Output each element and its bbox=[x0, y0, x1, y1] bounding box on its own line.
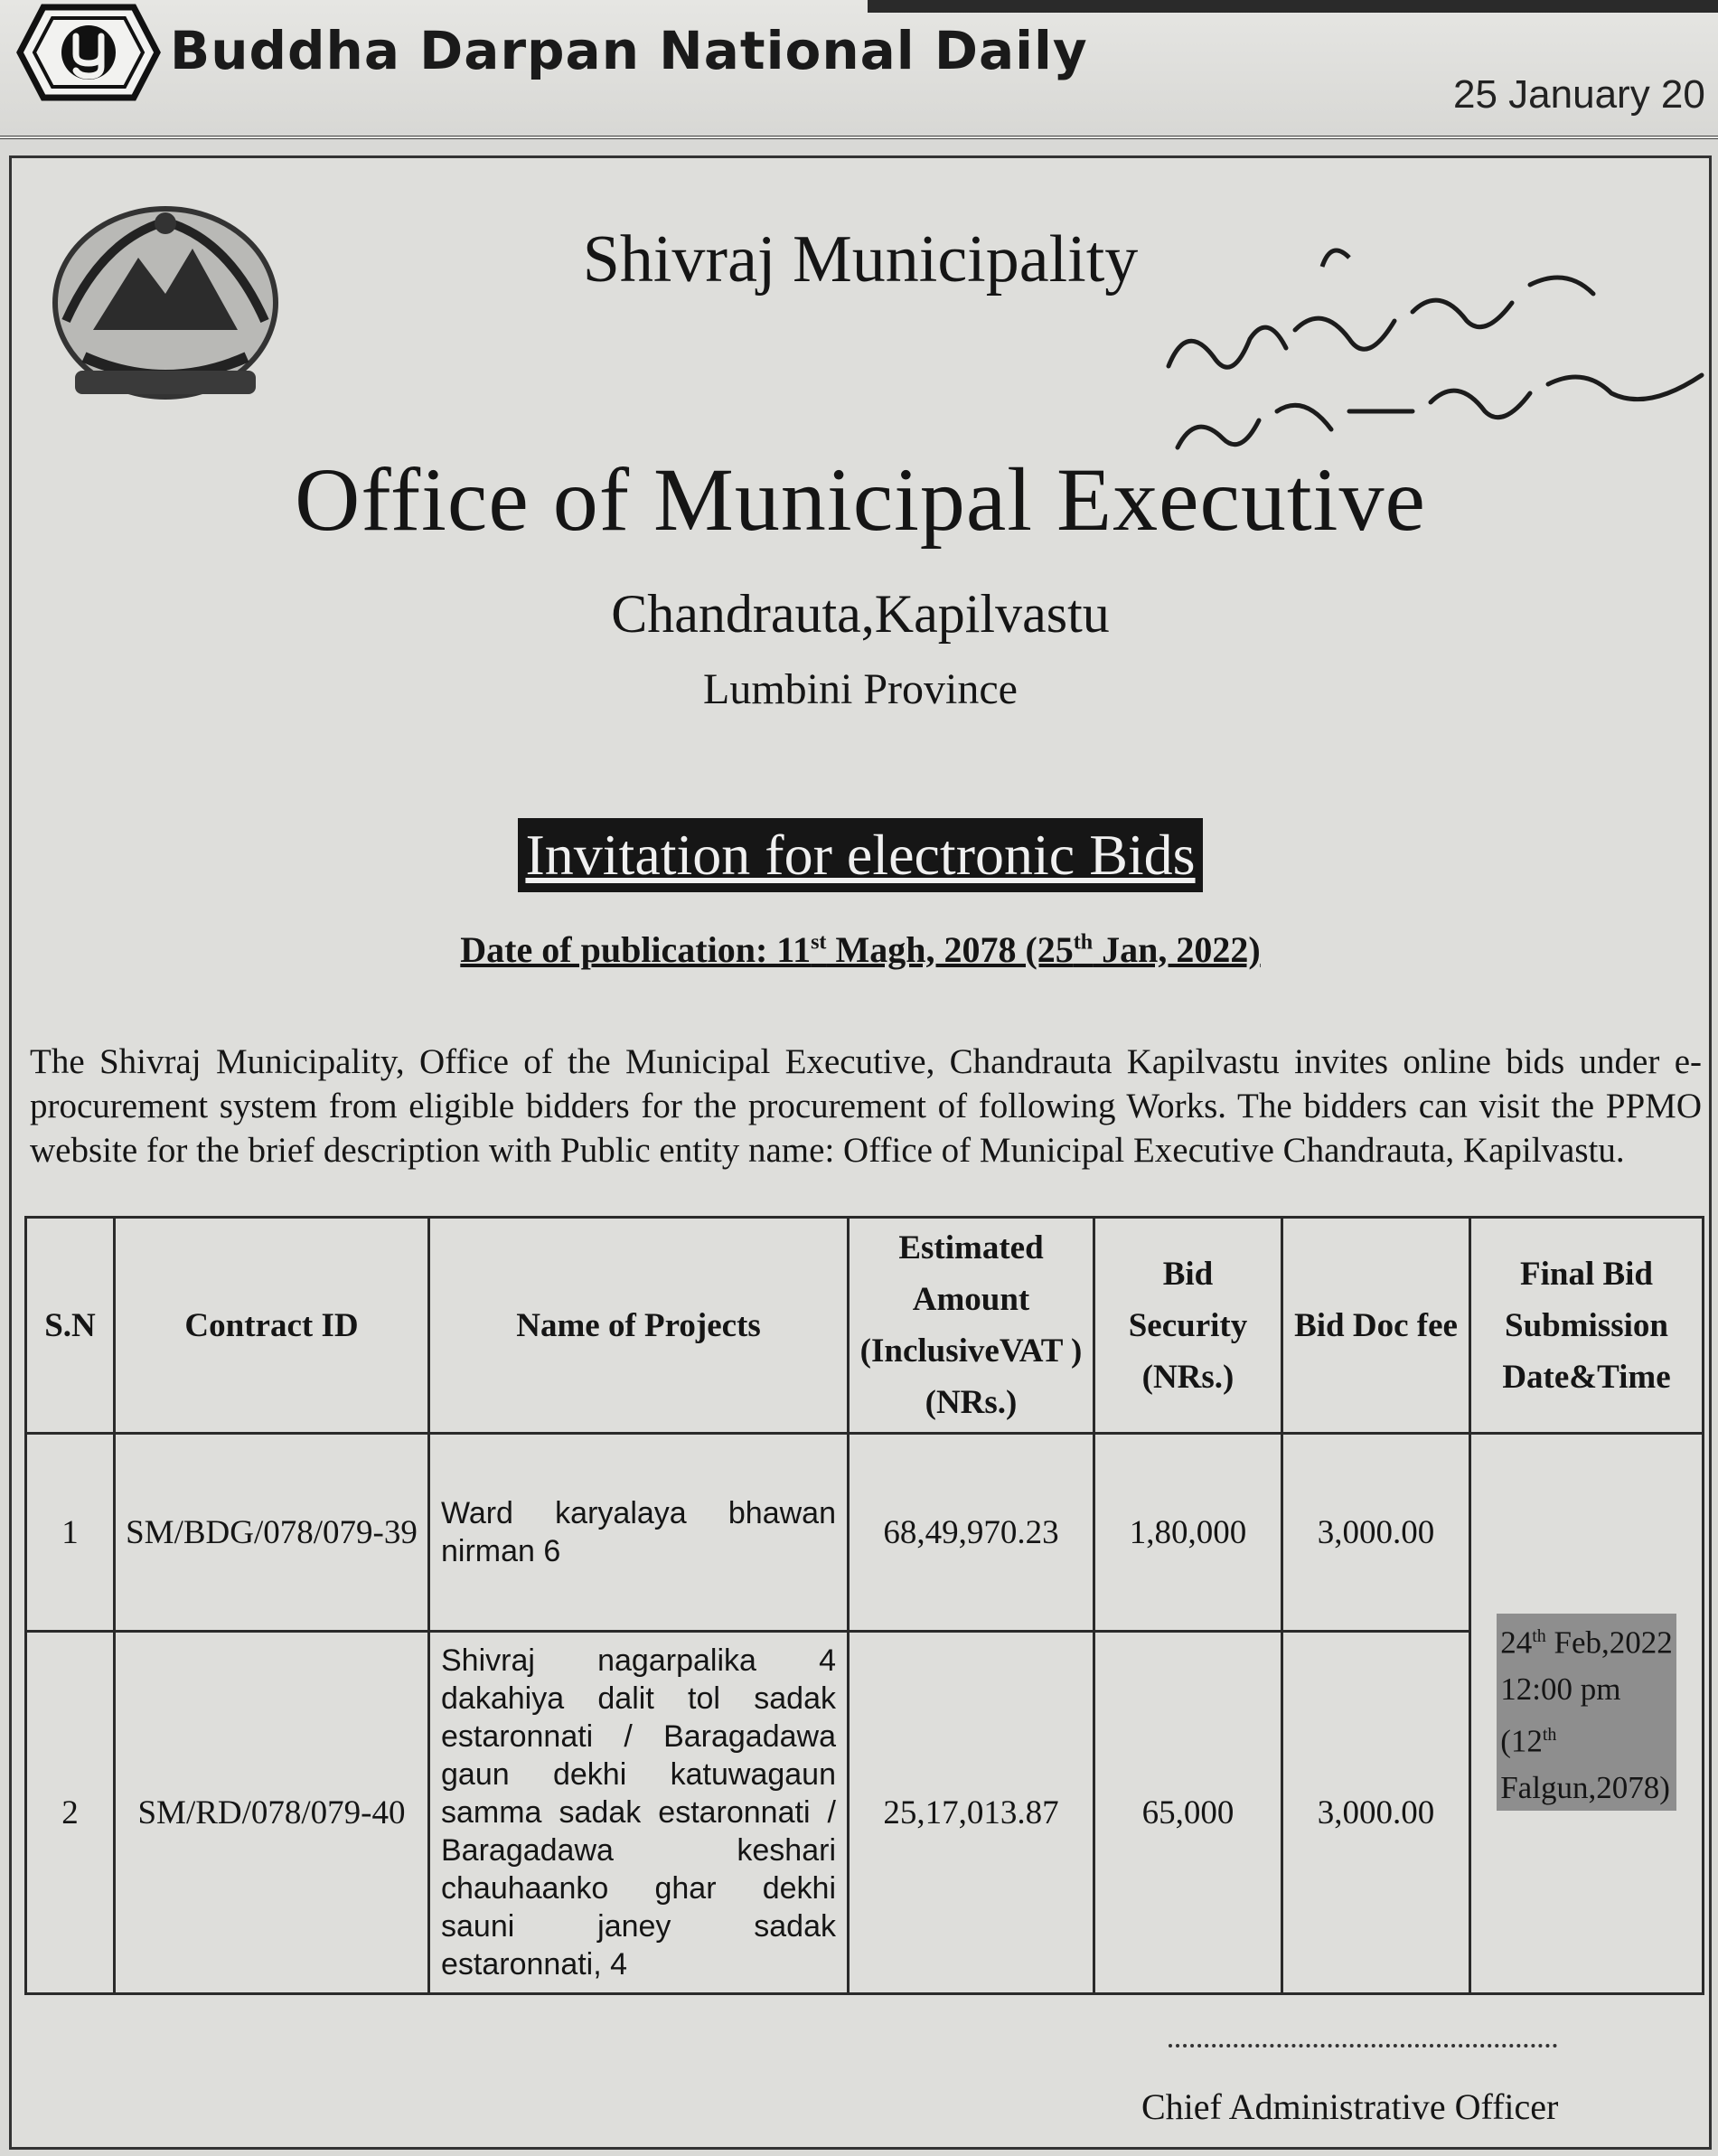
table-header-row bbox=[26, 1218, 1704, 1434]
office-name: Office of Municipal Executive bbox=[295, 449, 1426, 550]
intro-paragraph: The Shivraj Municipality, Office of the Municipal Executive, Chandrauta Kapilvastu invites online bids under e-procurement system from eligible bidders for the procurement of following Works. The bidders can visit the PPMO website for the brief description with Public entity name: Office of Municipal Executive Chandrauta, Kapilvastu. bbox=[30, 1042, 1702, 1170]
invitation-title: Invitation for electronic Bids bbox=[518, 818, 1202, 892]
cell-sn: 1 bbox=[26, 1434, 115, 1632]
deadline-text: 24th Feb,2022 12:00 pm (12th Falgun,2078) bbox=[1497, 1614, 1676, 1810]
invitation-heading bbox=[12, 818, 1709, 892]
cell-project: Ward karyalaya bhawan nirman 6 bbox=[429, 1434, 849, 1632]
office-address: Chandrauta,Kapilvastu bbox=[611, 584, 1110, 644]
masthead-rule bbox=[868, 0, 1718, 13]
cell-deadline bbox=[1470, 1434, 1704, 1994]
cell-security: 1,80,000 bbox=[1094, 1434, 1282, 1632]
table-row bbox=[26, 1632, 1704, 1994]
cell-project: Shivraj nagarpalika 4 dakahiya dalit tol sadak estaronnati / Baragadawa gaun dekhi katuwagaun samma sadak estaronnati / Baragadawa keshari chauhaanko ghar dekhi sauni janey sadak estaronnati, 4 bbox=[429, 1632, 849, 1994]
cell-contract-id: SM/BDG/078/079-39 bbox=[115, 1434, 429, 1632]
municipality-name: Shivraj Municipality bbox=[582, 222, 1139, 297]
publication-date: Date of publication: 11st Magh, 2078 (25th Jan, 2022) bbox=[460, 929, 1261, 970]
newspaper-name: Buddha Darpan National Daily bbox=[170, 20, 1088, 81]
header-amount: Estimated Amount (InclusiveVAT )(NRs.) bbox=[849, 1218, 1094, 1434]
header-deadline: Final Bid Submission Date&Time bbox=[1470, 1218, 1704, 1434]
cell-fee: 3,000.00 bbox=[1282, 1632, 1470, 1994]
header-fee: Bid Doc fee bbox=[1282, 1218, 1470, 1434]
cell-amount: 68,49,970.23 bbox=[849, 1434, 1094, 1632]
header-project: Name of Projects bbox=[429, 1218, 849, 1434]
signature-line bbox=[1169, 2038, 1557, 2048]
newspaper-date: 25 January 20 bbox=[1453, 72, 1705, 117]
cell-security: 65,000 bbox=[1094, 1632, 1282, 1994]
cell-fee: 3,000.00 bbox=[1282, 1434, 1470, 1632]
header-sn: S.N bbox=[26, 1218, 115, 1434]
header-contract-id: Contract ID bbox=[115, 1218, 429, 1434]
cell-sn: 2 bbox=[26, 1632, 115, 1994]
province-name: Lumbini Province bbox=[703, 665, 1018, 713]
masthead bbox=[0, 0, 1718, 139]
newspaper-logo-icon bbox=[16, 4, 161, 101]
cell-contract-id: SM/RD/078/079-40 bbox=[115, 1632, 429, 1994]
bid-notice bbox=[9, 155, 1712, 2150]
bid-table bbox=[24, 1216, 1704, 1995]
header-security: Bid Security (NRs.) bbox=[1094, 1218, 1282, 1434]
cell-amount: 25,17,013.87 bbox=[849, 1632, 1094, 1994]
table-row bbox=[26, 1434, 1704, 1632]
nepal-emblem-icon bbox=[39, 185, 292, 420]
signatory-title: Chief Administrative Officer bbox=[1141, 2086, 1559, 2127]
